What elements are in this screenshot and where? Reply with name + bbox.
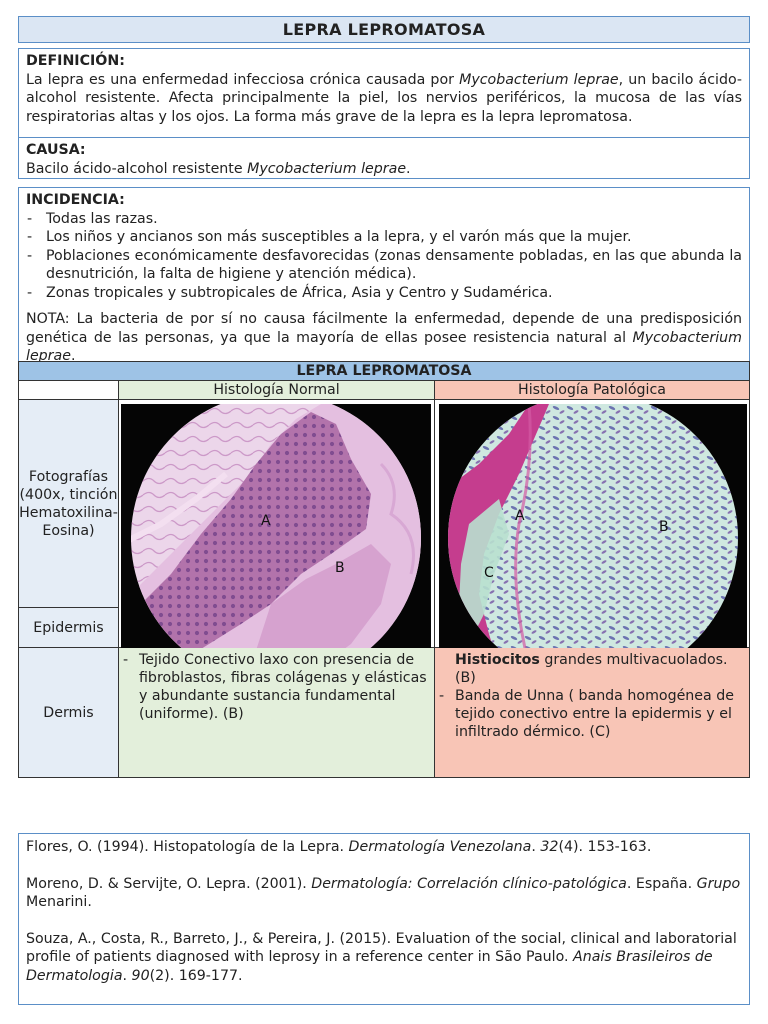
list-item: - Poblaciones económicamente desfavorecidas (zonas densamente pobladas, en las que abunda la desnutrición, la falta de higiene y atención médica). <box>27 247 742 282</box>
incidencia-nota: NOTA: La bacteria de por sí no causa fácilmente la enfermedad, depende de una predisposición genética de las personas, ya que la mayoría de ellas posee resistencia natural al Mycobacterium leprae. <box>26 311 742 363</box>
list-item: Histiocitos grandes multivacuolados. (B) <box>455 652 728 686</box>
normal-label-b: B <box>335 560 345 576</box>
dermis-pathologic-cell <box>435 648 749 777</box>
references-section <box>18 833 750 1005</box>
row-label-dermis: Dermis <box>19 648 119 777</box>
definicion-heading: DEFINICIÓN: <box>26 53 125 69</box>
causa-text-a: Bacilo ácido-alcohol resistente <box>26 160 248 177</box>
causa-italic: Mycobacterium leprae <box>247 160 407 177</box>
page-title: LEPRA LEPROMATOSA <box>18 16 750 43</box>
column-header-pathologic: Histología Patológica <box>435 381 749 400</box>
histology-table <box>18 361 750 778</box>
list-item: - Zonas tropicales y subtropicales de África, Asia y Centro y Sudamérica. <box>27 284 553 301</box>
pathologic-histology-image-cell <box>435 400 749 648</box>
column-header-normal: Histología Normal <box>119 381 435 400</box>
normal-histology-image-cell <box>119 400 435 648</box>
reference-item: Moreno, D. & Servijte, O. Lepra. (2001). Dermatología: Correlación clínico-patológica. España. Grupo Menarini. <box>26 875 741 910</box>
table-header-blank <box>19 381 119 400</box>
normal-label-a: A <box>261 513 271 529</box>
definicion-text-b: , un bacilo ácido-alcohol resistente. Afecta principalmente la piel, los nervios periféricos, la mucosa de las vías respiratorias altas y los ojos. La forma más grave de la lepra es la lepra lepromatosa. <box>26 71 743 125</box>
table-title: LEPRA LEPROMATOSA <box>19 362 749 381</box>
row-label-fotografias: Fotografías (400x, tinción Hematoxilina-Eosina) <box>19 400 119 608</box>
dermis-normal-cell <box>119 648 435 777</box>
incidencia-heading: INCIDENCIA: <box>26 192 125 208</box>
reference-item: Souza, A., Costa, R., Barreto, J., & Pereira, J. (2015). Evaluation of the social, clinical and laboratorial profile of patients diagnosed with leprosy in a reference center in São Paulo. Anais Brasileiros de Dermatologia. 90(2). 169-177. <box>26 930 737 984</box>
reference-item: Flores, O. (1994). Histopatología de la Lepra. Dermatología Venezolana. 32(4). 153-163. <box>26 839 652 855</box>
incidencia-section <box>18 187 750 363</box>
list-item: - Los niños y ancianos son más susceptibles a la lepra, y el varón más que la mujer. <box>27 229 632 245</box>
pathologic-label-c: C <box>484 565 494 581</box>
definicion-section <box>18 48 750 138</box>
causa-text-b: . <box>406 160 411 177</box>
list-item: - Banda de Unna ( banda homogénea de tejido conectivo entre la epidermis y el infiltrado dérmico. (C) <box>439 688 734 740</box>
row-label-epidermis: Epidermis <box>19 608 119 648</box>
pathologic-label-a: A <box>515 508 525 524</box>
causa-heading: CAUSA: <box>26 142 86 158</box>
causa-section <box>18 137 750 179</box>
list-item: - Todas las razas. <box>27 210 158 227</box>
definicion-text-a: La lepra es una enfermedad infecciosa crónica causada por <box>26 71 460 88</box>
pathologic-label-b: B <box>659 519 669 535</box>
list-item: - Tejido Conectivo laxo con presencia de fibroblastos, fibras colágenas y elásticas y abundante sustancia fundamental (uniforme). (B) <box>123 652 427 722</box>
normal-histology-micrograph <box>121 404 431 666</box>
pathologic-histology-micrograph <box>439 404 747 666</box>
definicion-italic: Mycobacterium leprae <box>459 71 619 88</box>
incidencia-list <box>26 210 742 303</box>
